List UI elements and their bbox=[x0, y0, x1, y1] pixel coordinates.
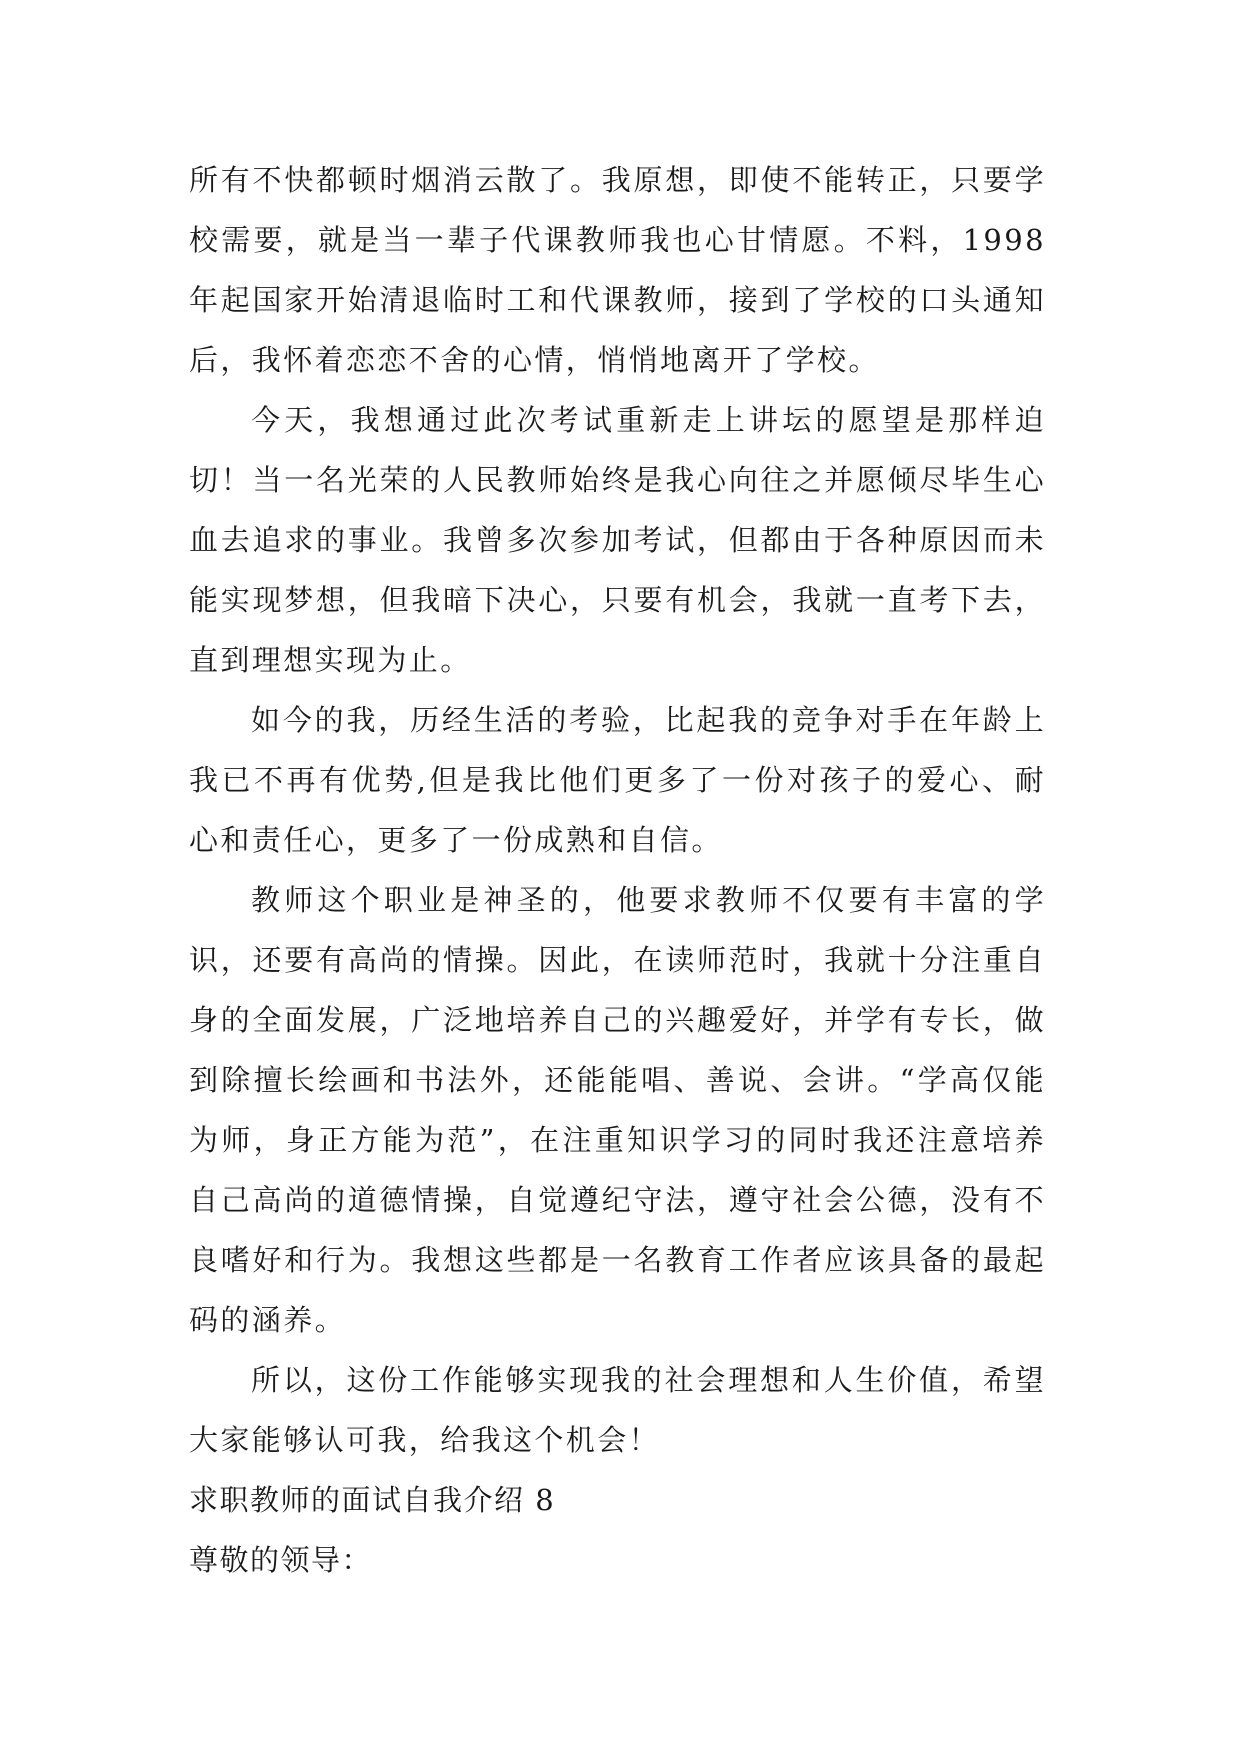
document-body bbox=[189, 150, 1046, 1590]
paragraph-3: 如今的我，历经生活的考验，比起我的竞争对手在年龄上我已不再有优势,但是我比他们更多了一份对孩子的爱心、耐心和责任心，更多了一份成熟和自信。 bbox=[189, 703, 1046, 857]
paragraph-4: 教师这个职业是神圣的，他要求教师不仅要有丰富的学识，还要有高尚的情操。因此，在读师范时，我就十分注重自身的全面发展，广泛地培养自己的兴趣爱好，并学有专长，做到除擅长绘画和书法外，还能能唱、善说、会讲。“学高仅能为师，身正方能为范”，在注重知识学习的同时我还注意培养自己高尚的道德情操，自觉遵纪守法，遵守社会公德，没有不良嗜好和行为。我想这些都是一名教育工作者应该具备的最起码的涵养。 bbox=[189, 883, 1046, 1337]
paragraph-5: 所以，这份工作能够实现我的社会理想和人生价值，希望大家能够认可我，给我这个机会！ bbox=[189, 1363, 1046, 1457]
section-heading: 求职教师的面试自我介绍 8 bbox=[189, 1483, 556, 1517]
salutation: 尊敬的领导： bbox=[189, 1543, 373, 1577]
paragraph-2: 今天，我想通过此次考试重新走上讲坛的愿望是那样迫切！当一名光荣的人民教师始终是我心向往之并愿倾尽毕生心血去追求的事业。我曾多次参加考试，但都由于各种原因而未能实现梦想，但我暗下决心，只要有机会，我就一直考下去，直到理想实现为止。 bbox=[189, 403, 1046, 677]
paragraph-1: 所有不快都顿时烟消云散了。我原想，即使不能转正，只要学校需要，就是当一辈子代课教师我也心甘情愿。不料，1998年起国家开始清退临时工和代课教师，接到了学校的口头通知后，我怀着恋恋不舍的心情，悄悄地离开了学校。 bbox=[189, 163, 1046, 377]
